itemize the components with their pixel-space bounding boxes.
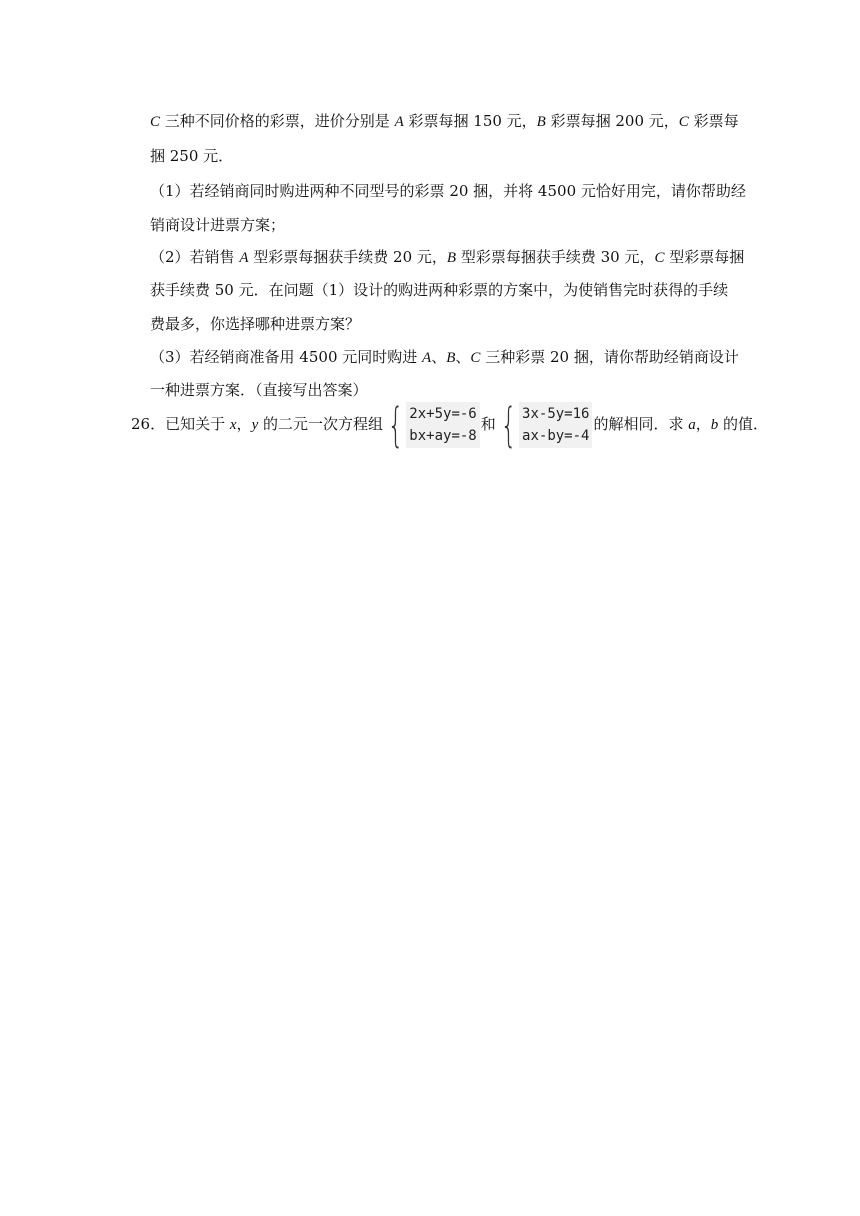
text-span: 费最多，你选择哪种进票方案？ [150,315,361,333]
var-a: A [394,114,404,130]
question-26 [131,398,769,452]
var-c: C [678,114,689,130]
var-c: C [470,350,481,366]
text-span: 型彩票每捆获手续费 30 元， [456,248,655,266]
equation-system-2 [497,398,593,452]
var-x: x [229,417,237,433]
text-span: 彩票每捆 150 元， [403,112,537,130]
text-span: 、 [431,348,447,366]
var-c: C [150,114,161,130]
text-span: 一种进票方案．（直接写出答案） [150,381,368,399]
var-y: y [251,417,259,433]
text-span: （3）若经销商准备用 4500 元同时购进 [150,348,423,366]
left-brace: { [500,398,517,452]
text-span: 、 [455,348,471,366]
var-a: a [688,417,696,433]
text-span: 的值． [718,415,769,433]
text-span: 型彩票每捆 [664,248,745,266]
equation: 2x+5y=-6 [409,406,477,422]
var-b: B [446,350,456,366]
text-span: ， [236,415,252,433]
var-c: C [654,250,665,266]
var-a: A [422,350,432,366]
text-span: ， [695,415,711,433]
text-span: 已知关于 [165,415,230,433]
left-brace: { [387,398,404,452]
text-span: （2）若销售 [150,248,240,266]
text-span: 获手续费 50 元．在问题（1）设计的购进两种彩票的方案中，为使销售完时获得的手续 [150,281,729,299]
question-number: 26． [131,415,166,433]
question-part-1 [150,180,746,202]
text-line [150,279,728,301]
text-span: 三种不同价格的彩票，进价分别是 [160,112,395,130]
text-span: 捆 250 元． [150,147,234,165]
text-span: 的解相同．求 [593,415,689,433]
text-span: 彩票每捆 200 元， [545,112,679,130]
text-span: 和 [480,415,496,433]
equation-image [519,402,592,448]
text-span: 销商设计进票方案； [150,216,286,234]
var-a: A [239,250,249,266]
equation: bx+ay=-8 [409,428,477,444]
text-span: 的二元一次方程组 [258,415,384,433]
question-part-3 [150,346,739,369]
text-span: （1）若经销商同时购进两种不同型号的彩票 20 捆，并将 4500 元恰好用完，请你帮助经 [150,182,746,200]
text-span: 三种彩票 20 捆，请你帮助经销商设计 [480,348,739,366]
text-line [150,145,233,167]
text-line [150,214,285,236]
equation: ax-by=-4 [522,428,590,444]
question-part-2 [150,246,744,269]
text-span: 型彩票每捆获手续费 20 元， [248,248,447,266]
text-line [150,110,739,133]
text-line [150,379,368,401]
var-b: b [710,417,719,433]
text-span: 彩票每 [688,112,739,130]
equation-image [406,402,479,448]
var-b: B [536,114,546,130]
var-b: B [446,250,457,266]
equation: 3x-5y=16 [522,406,590,422]
equation-system-1 [384,398,480,452]
text-line [150,313,360,335]
